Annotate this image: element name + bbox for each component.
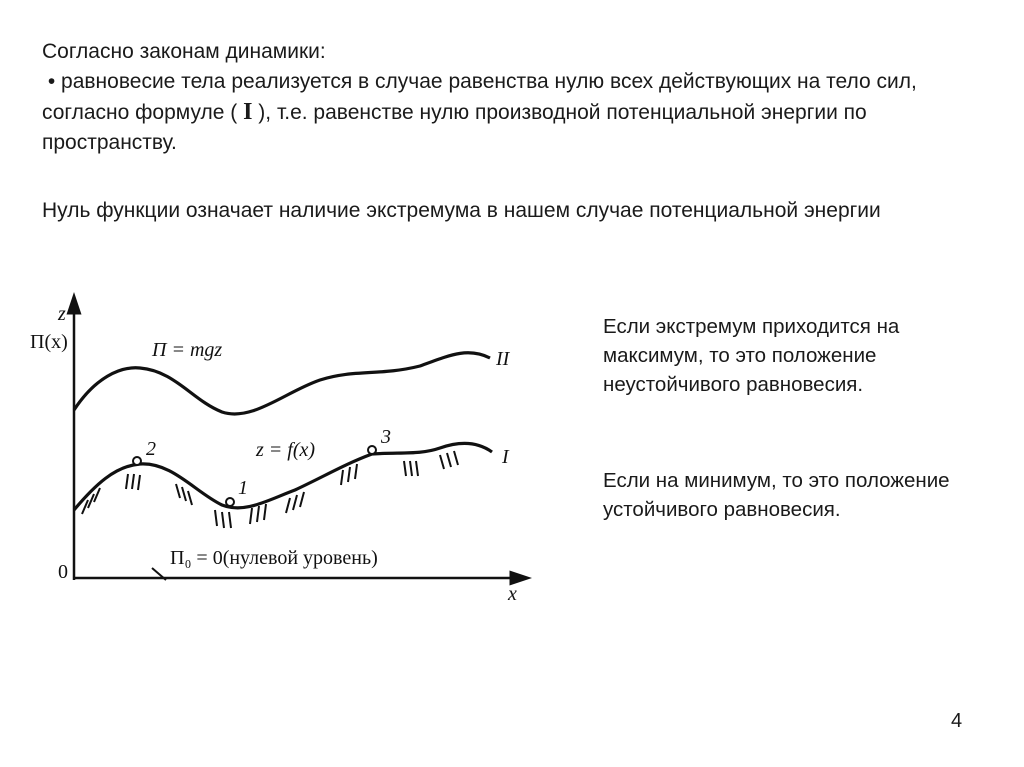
page-number: 4 [951,710,963,732]
point-1-label: 1 [238,477,248,499]
bullet-text-part1: равновесие тела реализуется в случае равенства нулю всех действующих на тело сил, согласно формуле ( [42,70,917,124]
intro-text: Согласно законам динамики: [42,40,326,63]
zero-level-label: Π₀ = 0(нулевой уровень) [170,547,378,569]
curve-ii-formula: Π = mgz [152,339,223,361]
origin-label: 0 [58,561,68,583]
bullet-icon: • [47,70,56,93]
axis-pi-label: Π(x) [30,331,68,353]
curve-i-label: I [502,446,509,468]
bullet-text-part2: ), т.е. равенстве нулю производной потенциальной энергии по пространству. [42,101,867,154]
point-2-marker [133,457,141,465]
minimum-note: Если на минимум, то это положение устойчивого равновесия. [603,469,950,521]
maximum-note: Если экстремум приходится на максимум, то это положение неустойчивого равновесия. [603,315,900,396]
axis-x-label: x [508,583,517,605]
point-1-marker [226,498,234,506]
formula-reference: I [243,99,253,125]
extremum-paragraph: Нуль функции означает наличие экстремума в нашем случае потенциальной энергии [42,199,881,222]
point-2-label: 2 [146,438,156,460]
curve-i-formula: z = f(x) [256,439,316,461]
curve-ii-label: II [496,348,510,370]
point-3-label: 3 [381,426,391,448]
axis-z-label: z [58,303,66,325]
potential-energy-curve [74,353,490,414]
point-3-marker [368,446,376,454]
